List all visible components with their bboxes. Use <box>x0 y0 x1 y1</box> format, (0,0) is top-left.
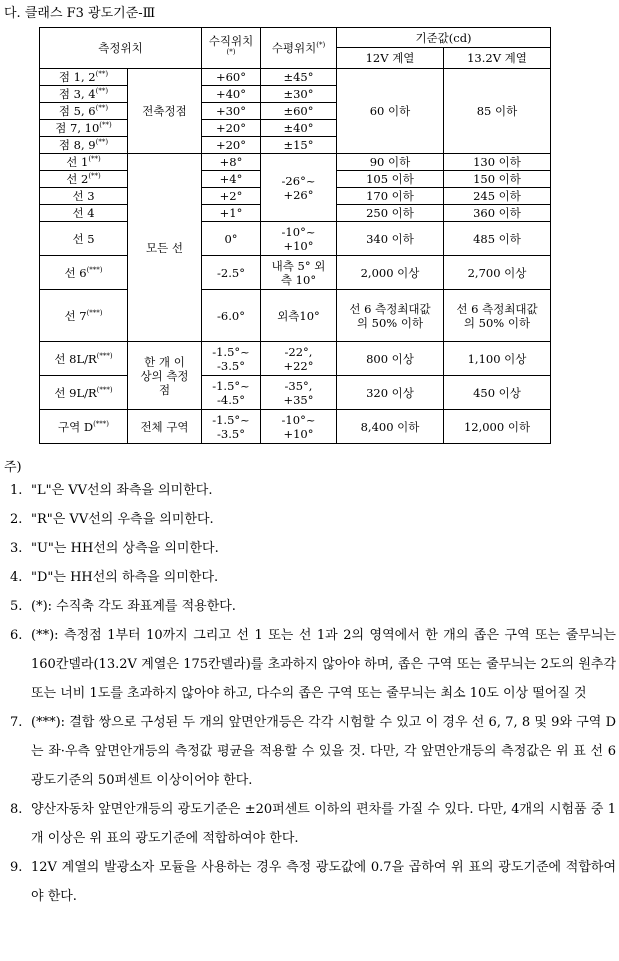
header-standard: 기준값(cd) <box>337 28 551 48</box>
header-horizontal <box>261 28 337 69</box>
row-horizontal: -10°~ +10° <box>261 222 337 256</box>
points-132v: 85 이하 <box>444 69 551 154</box>
row-vertical: +20° <box>202 120 261 137</box>
row-horizontal: ±40° <box>261 120 337 137</box>
row-name: 선 1(**) <box>40 154 128 171</box>
note-item: 3. "U"는 HH선의 상측을 의미한다. <box>10 541 219 556</box>
row-132v: 150 이하 <box>444 171 551 188</box>
row-132v: 2,700 이상 <box>444 256 551 290</box>
row-vertical: +4° <box>202 171 261 188</box>
lines-horizontal: -26°~ +26° <box>261 154 337 222</box>
group-entire-zone: 전체 구역 <box>128 410 202 444</box>
note-item: 7. (***): 결합 쌍으로 구성된 두 개의 앞면안개등은 각각 시험할 수 있고 이 경우 선 6, 7, 8 및 9와 구역 D는 좌·우측 앞면안개등의 측정값 평균을 적용할 수 있을 것. 다만, 각 앞면안개등의 측정값은 위 표 선 6 광도기준의 50퍼센트 이상이어야 한다. <box>10 715 616 788</box>
row-name: 선 4 <box>40 205 128 222</box>
row-12v: 8,400 이하 <box>337 410 444 444</box>
row-horizontal: -10°~ +10° <box>261 410 337 444</box>
row-vertical: +30° <box>202 103 261 120</box>
note-item: 4. "D"는 HH선의 하측을 의미한다. <box>10 570 219 585</box>
row-vertical: -1.5°~ -3.5° <box>202 410 261 444</box>
row-12v: 250 이하 <box>337 205 444 222</box>
row-12v: 105 이하 <box>337 171 444 188</box>
header-132v: 13.2V 계열 <box>444 48 551 69</box>
row-horizontal: ±30° <box>261 86 337 103</box>
row-vertical: +2° <box>202 188 261 205</box>
row-132v: 360 이하 <box>444 205 551 222</box>
header-12v: 12V 계열 <box>337 48 444 69</box>
note-item: 1. "L"은 VV선의 좌측을 의미한다. <box>10 483 213 498</box>
row-name: 점 7, 10(**) <box>40 120 128 137</box>
row-132v: 12,000 이하 <box>444 410 551 444</box>
row-132v: 245 이하 <box>444 188 551 205</box>
row-name: 선 6(***) <box>40 256 128 290</box>
header-position: 측정위치 <box>40 28 202 69</box>
row-vertical: -6.0° <box>202 290 261 342</box>
header-vertical-mark: (*) <box>226 48 236 56</box>
note-item: 5. (*): 수직축 각도 좌표계를 적용한다. <box>10 599 236 614</box>
row-name: 선 8L/R(***) <box>40 342 128 376</box>
row-horizontal: -35°, +35° <box>261 376 337 410</box>
row-12v: 340 이하 <box>337 222 444 256</box>
row-name: 구역 D(***) <box>40 410 128 444</box>
row-horizontal: -22°, +22° <box>261 342 337 376</box>
row-vertical: +40° <box>202 86 261 103</box>
group-all-lines: 모든 선 <box>128 154 202 342</box>
row-132v: 485 이하 <box>444 222 551 256</box>
row-vertical: -2.5° <box>202 256 261 290</box>
header-horizontal-label: 수평위치 <box>271 41 317 55</box>
row-12v: 170 이하 <box>337 188 444 205</box>
note-item: 8. 양산자동차 앞면안개등의 광도기준은 ±20퍼센트 이하의 편차를 가질 수 있다. 다만, 4개의 시험품 중 1개 이상은 위 표의 광도기준에 적합하여야 한다. <box>10 802 616 846</box>
notes-title: 주) <box>4 460 22 475</box>
row-name: 선 5 <box>40 222 128 256</box>
row-horizontal: ±45° <box>261 69 337 86</box>
row-horizontal: 외측10° <box>261 290 337 342</box>
row-horizontal: 내측 5° 외측 10° <box>261 256 337 290</box>
row-name: 선 9L/R(***) <box>40 376 128 410</box>
row-12v: 선 6 측정최대값의 50% 이하 <box>337 290 444 342</box>
row-vertical: +60° <box>202 69 261 86</box>
header-vertical <box>202 28 261 69</box>
row-12v: 320 이상 <box>337 376 444 410</box>
row-horizontal: ±60° <box>261 103 337 120</box>
group-one-or-more: 한 개 이상의 측정점 <box>128 342 202 410</box>
row-132v: 1,100 이상 <box>444 342 551 376</box>
group-all-points: 전축정점 <box>128 69 202 154</box>
row-name: 선 2(**) <box>40 171 128 188</box>
section-title: 다. 클래스 F3 광도기준-Ⅲ <box>4 6 156 21</box>
header-vertical-label: 수직위치 <box>208 34 254 48</box>
row-132v: 선 6 측정최대값의 50% 이하 <box>444 290 551 342</box>
row-132v: 450 이상 <box>444 376 551 410</box>
note-item: 9. 12V 계열의 발광소자 모듈을 사용하는 경우 측정 광도값에 0.7을 곱하여 위 표의 광도기준에 적합하여야 한다. <box>10 860 616 904</box>
row-vertical: 0° <box>202 222 261 256</box>
row-name: 선 3 <box>40 188 128 205</box>
row-horizontal: ±15° <box>261 137 337 154</box>
header-horizontal-mark: (*) <box>316 41 326 49</box>
row-132v: 130 이하 <box>444 154 551 171</box>
row-12v: 800 이상 <box>337 342 444 376</box>
row-vertical: -1.5°~ -4.5° <box>202 376 261 410</box>
points-12v: 60 이하 <box>337 69 444 154</box>
row-name: 점 3, 4(**) <box>40 86 128 103</box>
row-name: 점 1, 2(**) <box>40 69 128 86</box>
note-item: 2. "R"은 VV선의 우측을 의미한다. <box>10 512 214 527</box>
row-name: 점 5, 6(**) <box>40 103 128 120</box>
row-12v: 2,000 이상 <box>337 256 444 290</box>
row-vertical: +8° <box>202 154 261 171</box>
notes-list <box>10 476 616 911</box>
row-12v: 90 이하 <box>337 154 444 171</box>
row-vertical: +1° <box>202 205 261 222</box>
row-name: 점 8, 9(**) <box>40 137 128 154</box>
row-vertical: +20° <box>202 137 261 154</box>
photometric-table <box>39 27 551 444</box>
note-item: 6. (**): 측정점 1부터 10까지 그리고 선 1 또는 선 1과 2의 영역에서 한 개의 좁은 구역 또는 줄무늬는 160칸델라(13.2V 계열은 175칸델라)를 초과하지 않아야 하며, 좁은 구역 또는 줄무늬는 2도의 원추각 또는 너비 1도를 초과하지 않아야 하고, 다수의 좁은 구역 또는 줄무늬는 최소 10도 이상 떨어질 것 <box>10 628 616 701</box>
row-vertical: -1.5°~ -3.5° <box>202 342 261 376</box>
row-name: 선 7(***) <box>40 290 128 342</box>
